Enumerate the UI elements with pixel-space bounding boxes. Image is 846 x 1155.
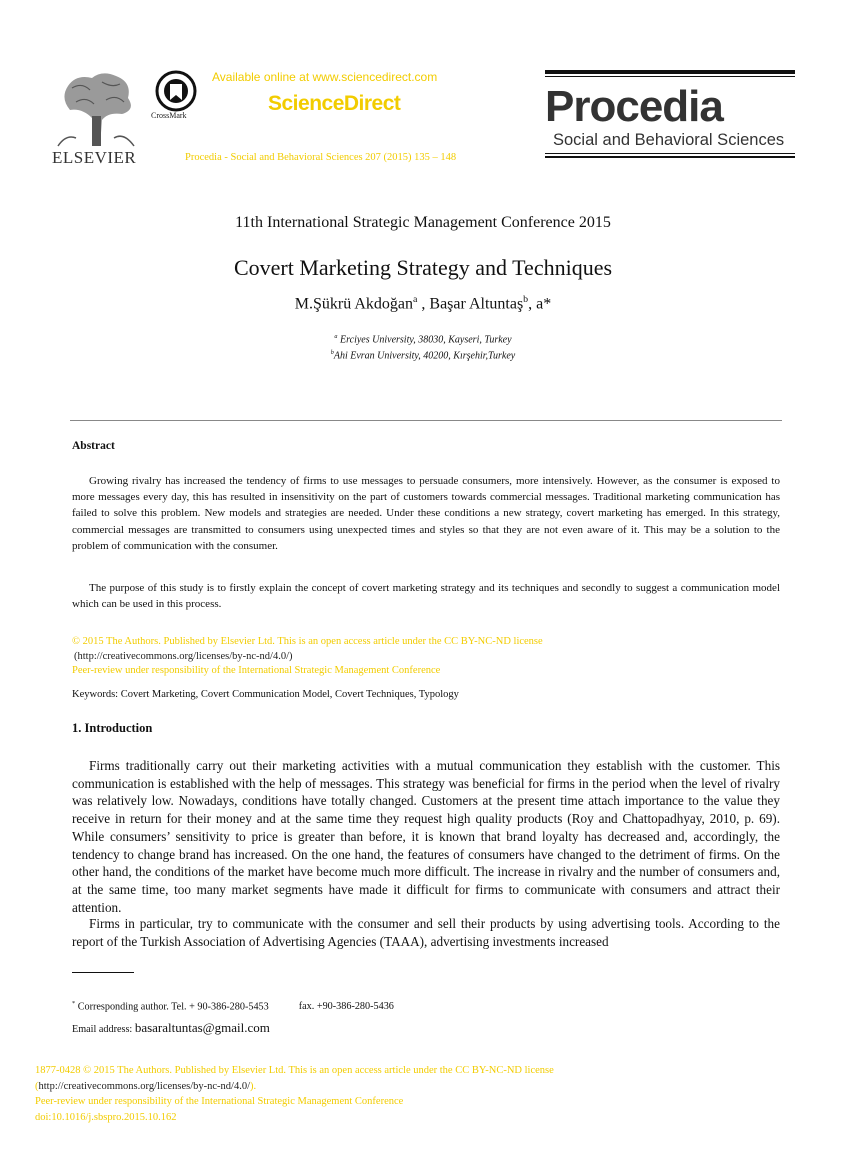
keywords: Keywords: Covert Marketing, Covert Communication Model, Covert Techniques, Typology [72, 689, 459, 700]
footer-peer-review: Peer-review under responsibility of the International Strategic Management Conference [35, 1096, 404, 1107]
introduction-paragraph-1: Firms traditionally carry out their marketing activities with a mutual communication they establish with the customer. This communication is established with the help of messages. This strategy was beneficial for firms in the period when the level of rivalry was relatively low. Nowadays, conditions have totally changed. Customers at the present time attach importance to the value they receive in return for their money and at the same time they request high quality products (Roy and Chattopadhyay, 2010, p. 69). While consumers’ sensitivity to price is greater than before, it is known that brand loyalty has decreased and, accordingly, the tendency to change brand has increased. On the one hand, the features of consumers have changed to the detriment of firms. On the other hand, the conditions of the market have become much more difficult. The increase in rivalry and the number of consumers and, at the same time, too many market segments have made it difficult for firms to communicate with consumers and attract their attention. [72, 758, 780, 915]
author-1-affiliation-mark: a [413, 294, 418, 305]
abstract-paragraph-2: The purpose of this study is to firstly explain the concept of covert marketing strategy and its techniques and secondly to suggest a communication model which can be used in this process. [72, 582, 780, 611]
affiliation-a [0, 333, 846, 345]
journal-rule-top-thin [545, 76, 795, 77]
affiliation-a-text: Erciyes University, 38030, Kayseri, Turkey [337, 334, 512, 346]
abstract-heading: Abstract [72, 440, 115, 452]
email-address[interactable]: basaraltuntas@gmail.com [134, 1020, 270, 1035]
author-2-tail: , a* [528, 295, 552, 313]
affiliation-b [0, 349, 846, 361]
footnote-email [72, 1020, 270, 1036]
author-2-affiliation-mark: b [523, 294, 529, 305]
footer-license: 1877-0428 © 2015 The Authors. Published by Elsevier Ltd. This is an open access article under the CC BY-NC-ND license [35, 1065, 554, 1076]
footnote-corresponding [72, 1000, 394, 1012]
journal-rule-bottom [545, 156, 795, 158]
page-title: Covert Marketing Strategy and Techniques [233, 255, 613, 280]
author-list [0, 294, 846, 313]
introduction-paragraph-2: Firms in particular, try to communicate with the consumer and sell their products by using advertising tools. According to the report of the Turkish Association of Advertising Agencies (TAAA), advertising investments increased [72, 916, 780, 949]
introduction-heading: 1. Introduction [72, 721, 153, 735]
journal-rule-top [545, 70, 795, 74]
publisher-logo-text: ELSEVIER [52, 148, 137, 167]
affiliation-b-text: Ahi Evran University, 40200, Kırşehir,Turkey [333, 350, 516, 362]
available-online-link[interactable]: Available online at www.sciencedirect.com [212, 70, 438, 84]
email-label: Email address: [72, 1024, 135, 1035]
journal-title: Procedia [545, 82, 723, 131]
abstract-paragraph-1: Growing rivalry has increased the tendency of firms to use messages to persuade consumers, more intensively. However, as the consumer is exposed to more messages every day, this has resulted in insensitivity on the part of customers towards commercial messages. Traditional marketing communication has failed to solve this problem. New models and strategies are needed. Under these conditions a new strategy, covert marketing has emerged. In this strategy, commercial messages are transmitted to consumers using unexpected times and styles so that they are not even aware of it. This may be a solution to the problem of communication with the consumer. [72, 475, 780, 552]
elsevier-tree-logo [52, 68, 140, 160]
footer-paren-close: ). [250, 1081, 257, 1092]
license-link[interactable]: (http://creativecommons.org/licenses/by-nc-nd/4.0/) [74, 651, 293, 662]
conference-name: 11th International Strategic Management Conference 2015 [235, 214, 611, 231]
footnote-marker: * [72, 1000, 76, 1007]
journal-reference: Procedia - Social and Behavioral Sciences 207 (2015) 135 – 148 [185, 152, 457, 163]
author-1: M.Şükrü Akdoğan [294, 295, 413, 313]
affiliation-b-mark: b [330, 349, 334, 356]
affiliation-a-mark: a [334, 333, 338, 340]
footnote-rule [72, 972, 134, 973]
journal-rule-bottom-thin [545, 153, 795, 154]
corresponding-author: Corresponding author. Tel. + 90-386-280-5453 [75, 1001, 269, 1013]
footer-paren-open: ( [35, 1081, 39, 1092]
footer-license-url[interactable]: http://creativecommons.org/licenses/by-nc-nd/4.0/ [38, 1081, 251, 1092]
author-2: Başar Altuntaş [429, 295, 524, 313]
crossmark-label: CrossMark [151, 111, 187, 120]
author-separator: , [417, 295, 430, 313]
footer-license-link [35, 1081, 256, 1092]
journal-subtitle: Social and Behavioral Sciences [553, 131, 785, 149]
footer-doi[interactable]: doi:10.1016/j.sbspro.2015.10.162 [35, 1112, 177, 1123]
section-divider [70, 420, 782, 421]
sciencedirect-brand[interactable]: ScienceDirect [268, 92, 401, 115]
peer-review-statement: Peer-review under responsibility of the International Strategic Management Conference [72, 665, 441, 676]
fax-number: fax. +90-386-280-5436 [298, 1001, 394, 1013]
license-statement: © 2015 The Authors. Published by Elsevier Ltd. This is an open access article under the CC BY-NC-ND license [72, 636, 543, 647]
